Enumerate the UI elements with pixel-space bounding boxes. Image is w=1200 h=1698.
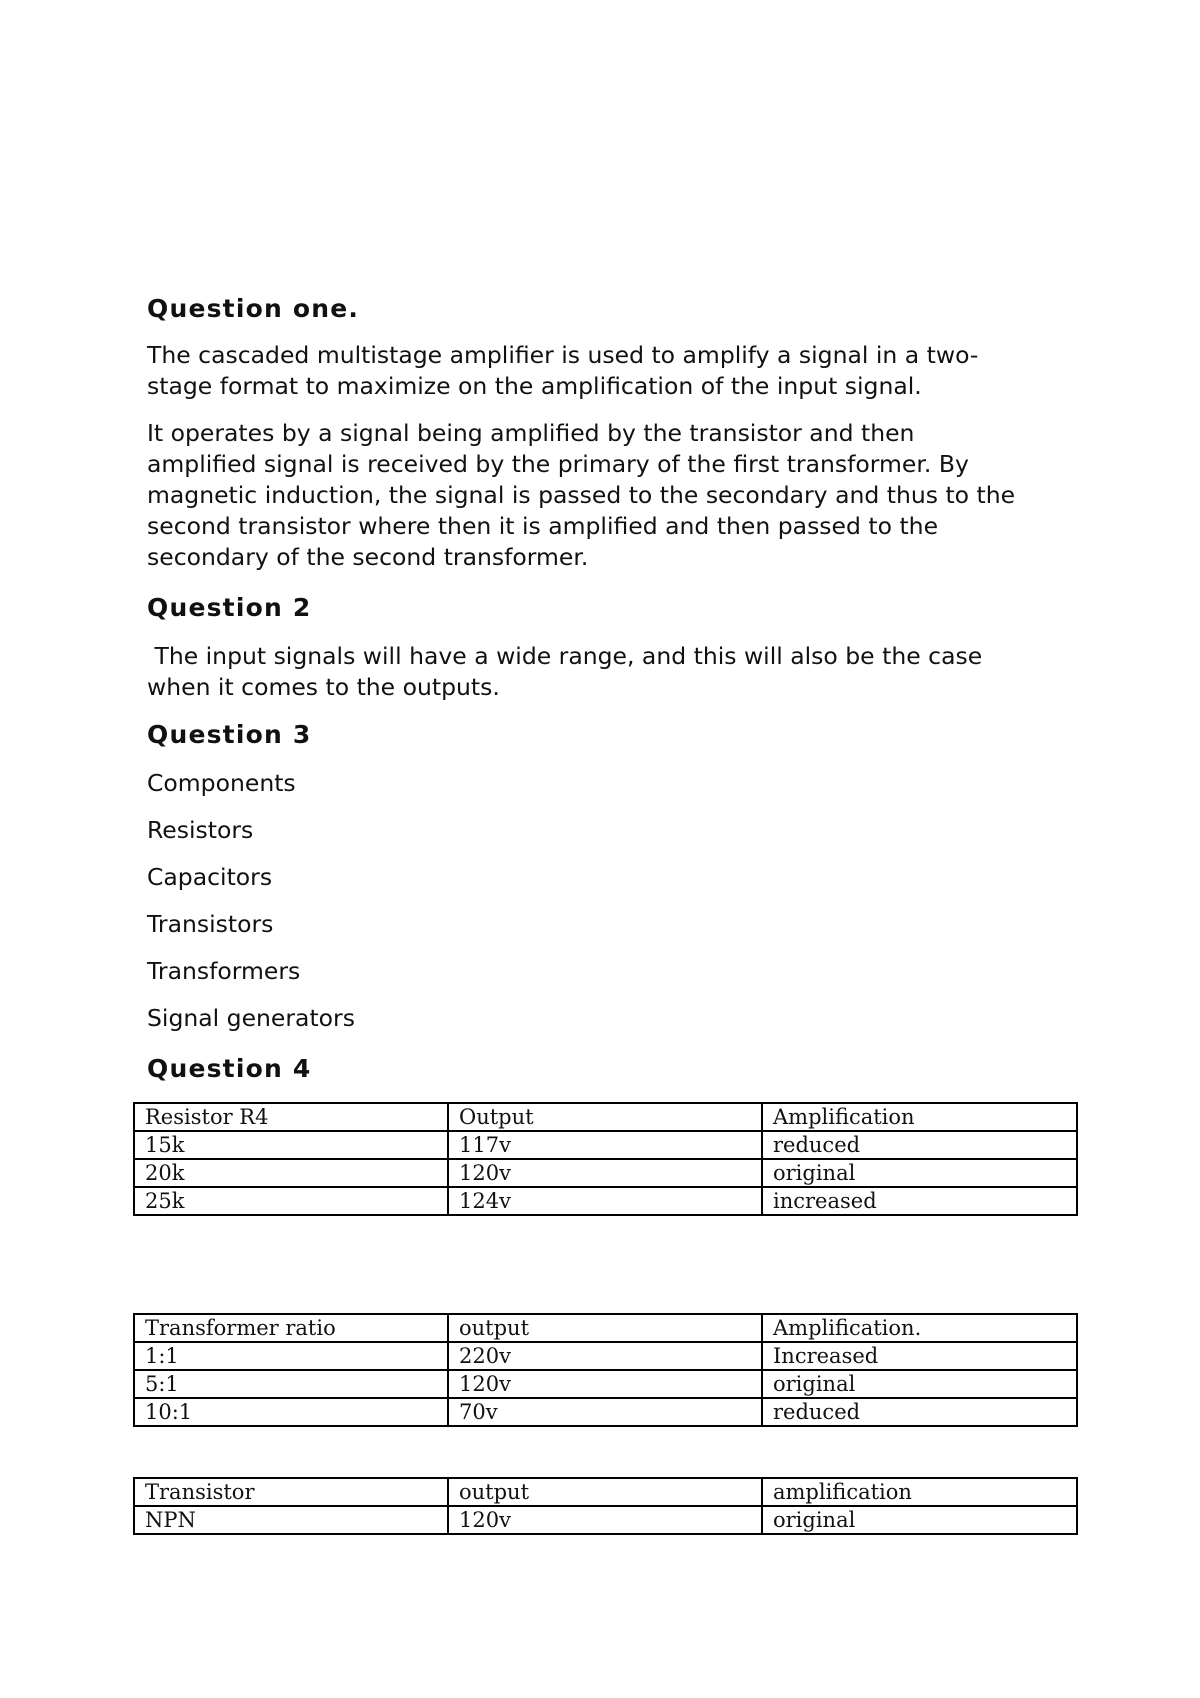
list-item: Transformers	[147, 957, 301, 985]
table-header-cell: Output	[448, 1103, 762, 1131]
table-header-cell: Transistor	[134, 1478, 448, 1506]
text-line: stage format to maximize on the amplification of the input signal.	[147, 372, 922, 400]
table-cell: 120v	[448, 1370, 762, 1398]
table-cell: 120v	[448, 1159, 762, 1187]
table-row	[134, 1370, 1077, 1398]
question-three-heading: Question 3	[147, 720, 312, 749]
table-cell: 70v	[448, 1398, 762, 1426]
text-line: second transistor where then it is amplified and then passed to the	[147, 512, 939, 540]
table-header-cell: amplification	[762, 1478, 1077, 1506]
table-cell: original	[762, 1159, 1077, 1187]
list-item: Signal generators	[147, 1004, 355, 1032]
table-header-cell: output	[448, 1314, 762, 1342]
table-cell: NPN	[134, 1506, 448, 1534]
table-cell: original	[762, 1370, 1077, 1398]
list-item: Resistors	[147, 816, 254, 844]
transistor-table	[133, 1477, 1078, 1535]
table-cell: reduced	[762, 1398, 1077, 1426]
list-item: Capacitors	[147, 863, 273, 891]
table-cell: 1:1	[134, 1342, 448, 1370]
table-cell: 220v	[448, 1342, 762, 1370]
question-one-heading: Question one.	[147, 294, 360, 323]
table-cell: 15k	[134, 1131, 448, 1159]
table-row	[134, 1506, 1077, 1534]
transformer-ratio-table	[133, 1313, 1078, 1427]
table-header-cell: Resistor R4	[134, 1103, 448, 1131]
table-cell: original	[762, 1506, 1077, 1534]
table-header-row	[134, 1478, 1077, 1506]
resistor-table	[133, 1102, 1078, 1216]
table-cell: 20k	[134, 1159, 448, 1187]
text-line: secondary of the second transformer.	[147, 543, 589, 571]
table-header-cell: Amplification.	[762, 1314, 1077, 1342]
table-cell: reduced	[762, 1131, 1077, 1159]
table-cell: 10:1	[134, 1398, 448, 1426]
text-line: It operates by a signal being amplified by the transistor and then	[147, 419, 915, 447]
table-cell: 124v	[448, 1187, 762, 1215]
table-cell: 117v	[448, 1131, 762, 1159]
text-line: magnetic induction, the signal is passed to the secondary and thus to the	[147, 481, 1016, 509]
table-cell: Increased	[762, 1342, 1077, 1370]
table-row	[134, 1342, 1077, 1370]
question-one-paragraph-2	[147, 418, 1077, 573]
list-item: Components	[147, 769, 296, 797]
text-line: when it comes to the outputs.	[147, 673, 500, 701]
table-header-row	[134, 1314, 1077, 1342]
table-header-cell: Amplification	[762, 1103, 1077, 1131]
question-four-heading: Question 4	[147, 1054, 312, 1083]
table-cell: 120v	[448, 1506, 762, 1534]
table-row	[134, 1398, 1077, 1426]
table-header-cell: Transformer ratio	[134, 1314, 448, 1342]
question-two-heading: Question 2	[147, 593, 312, 622]
table-cell: 5:1	[134, 1370, 448, 1398]
table-row	[134, 1187, 1077, 1215]
text-line: amplified signal is received by the primary of the first transformer. By	[147, 450, 969, 478]
table-row	[134, 1159, 1077, 1187]
text-line: The cascaded multistage amplifier is used to amplify a signal in a two-	[147, 341, 979, 369]
table-header-row	[134, 1103, 1077, 1131]
question-two-paragraph	[147, 641, 1077, 703]
table-row	[134, 1131, 1077, 1159]
question-one-paragraph-1	[147, 340, 1077, 402]
table-cell: increased	[762, 1187, 1077, 1215]
list-item: Transistors	[147, 910, 274, 938]
table-header-cell: output	[448, 1478, 762, 1506]
table-cell: 25k	[134, 1187, 448, 1215]
text-line: The input signals will have a wide range, and this will also be the case	[147, 642, 983, 670]
